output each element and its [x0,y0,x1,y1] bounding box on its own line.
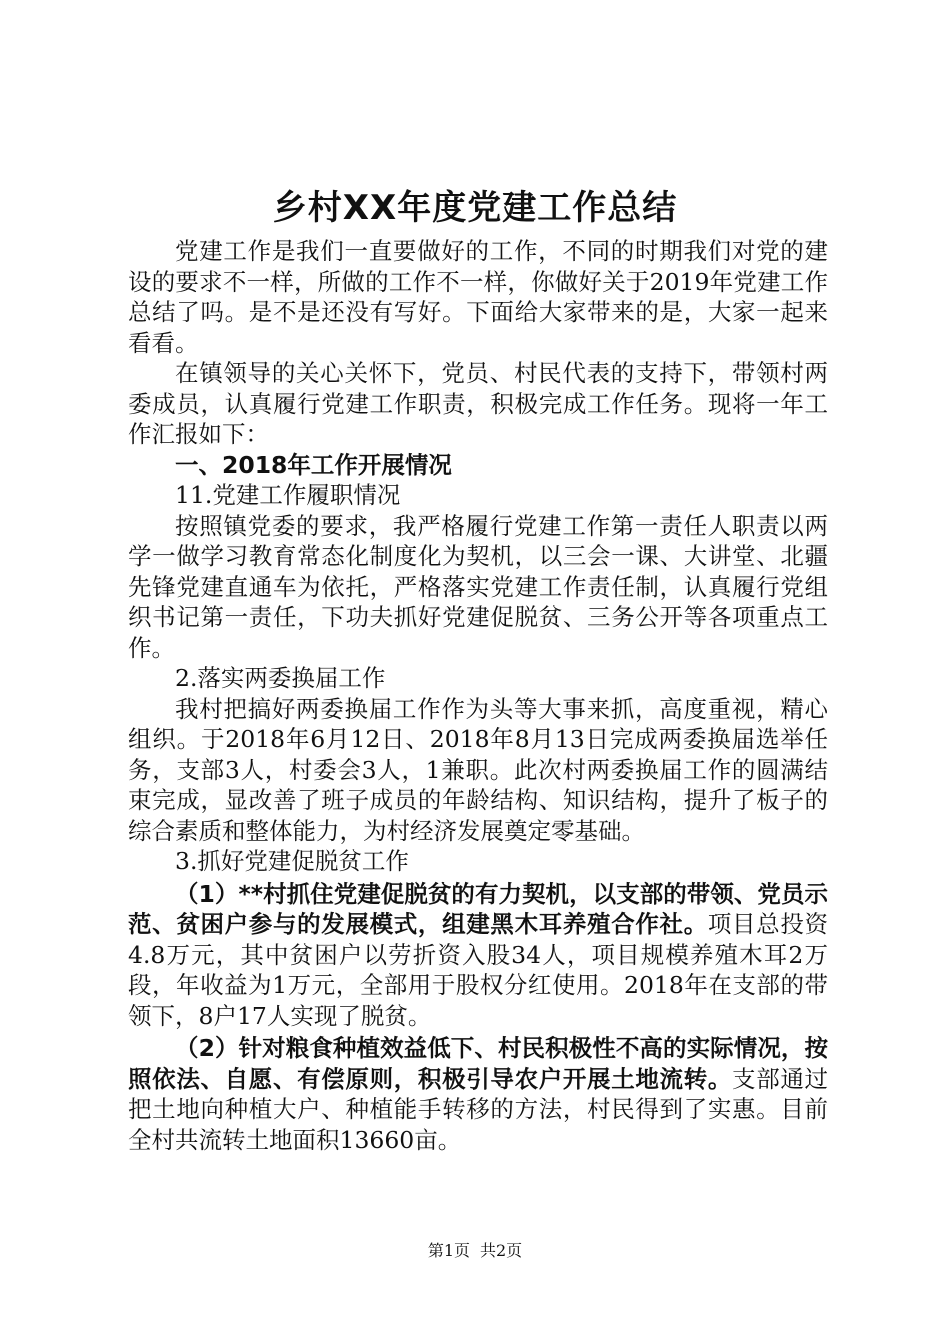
opening-paragraph: 在镇领导的关心关怀下，党员、村民代表的支持下，带领村两委成员，认真履行党建工作职责，积极完成工作任务。现将一年工作汇报如下： [128,359,828,448]
item-1-text: 项目总投资4.8万元，其中贫困户以劳折资入股34人，项目规模养殖木耳2万段，年收益为1万元，全部用于股权分红使用。2018年在支部的带领下，8户17人实现了脱贫。 [128,910,829,1030]
subsection-2-paragraph: 我村把搞好两委换届工作作为头等大事来抓，高度重视，精心组织。于2018年6月12日、2018年8月13日完成两委换届选举任务，支部3人，村委会3人，1兼职。此次村两委换届工作的圆满结束完成，显改善了班子成员的年龄结构、知识结构，提升了板子的综合素质和整体能力，为村经济发展奠定零基础。 [128,694,828,845]
subsection-1-paragraph: 按照镇党委的要求，我严格履行党建工作第一责任人职责以两学一做学习教育常态化制度化为契机，以三会一课、大讲堂、北疆先锋党建直通车为依托，严格落实党建工作责任制，认真履行党组织书记第一责任，下功夫抓好党建促脱贫、三务公开等各项重点工作。 [128,511,828,662]
item-1-paragraph [128,879,828,1032]
page-footer [0,1240,950,1262]
page-number: 第1页 [427,1241,470,1260]
item-2-text: 支部通过把土地向种植大户、种植能手转移的方法，村民得到了实惠。目前全村共流转土地面积13660亩。 [128,1064,829,1154]
subsection-heading-1: 11.党建工作履职情况 [175,481,401,509]
subsection-heading-3: 3.抓好党建促脱贫工作 [175,847,409,875]
item-2-paragraph [128,1033,828,1155]
page-total: 共2页 [480,1241,523,1260]
intro-paragraph: 党建工作是我们一直要做好的工作，不同的时期我们对党的建设的要求不一样，所做的工作不一样，你做好关于2019年党建工作总结了吗。是不是还没有写好。下面给大家带来的是，大家一起来看看。 [128,237,828,357]
subsection-heading-2: 2.落实两委换届工作 [175,664,386,692]
document-title: 乡村XX年度党建工作总结 [272,188,678,228]
document-body [128,236,828,1155]
item-1-lead: （1）**村抓住党建促脱贫的有力契机，以支部的带领、党员示范、贫困户参与的发展模式，组建黑木耳养殖合作社。 [128,879,828,938]
section-heading: 一、2018年工作开展情况 [175,450,452,479]
item-2-lead: （2）针对粮食种植效益低下、村民积极性不高的实际情况，按照依法、自愿、有偿原则，积极引导农户开展土地流转。 [128,1034,828,1093]
